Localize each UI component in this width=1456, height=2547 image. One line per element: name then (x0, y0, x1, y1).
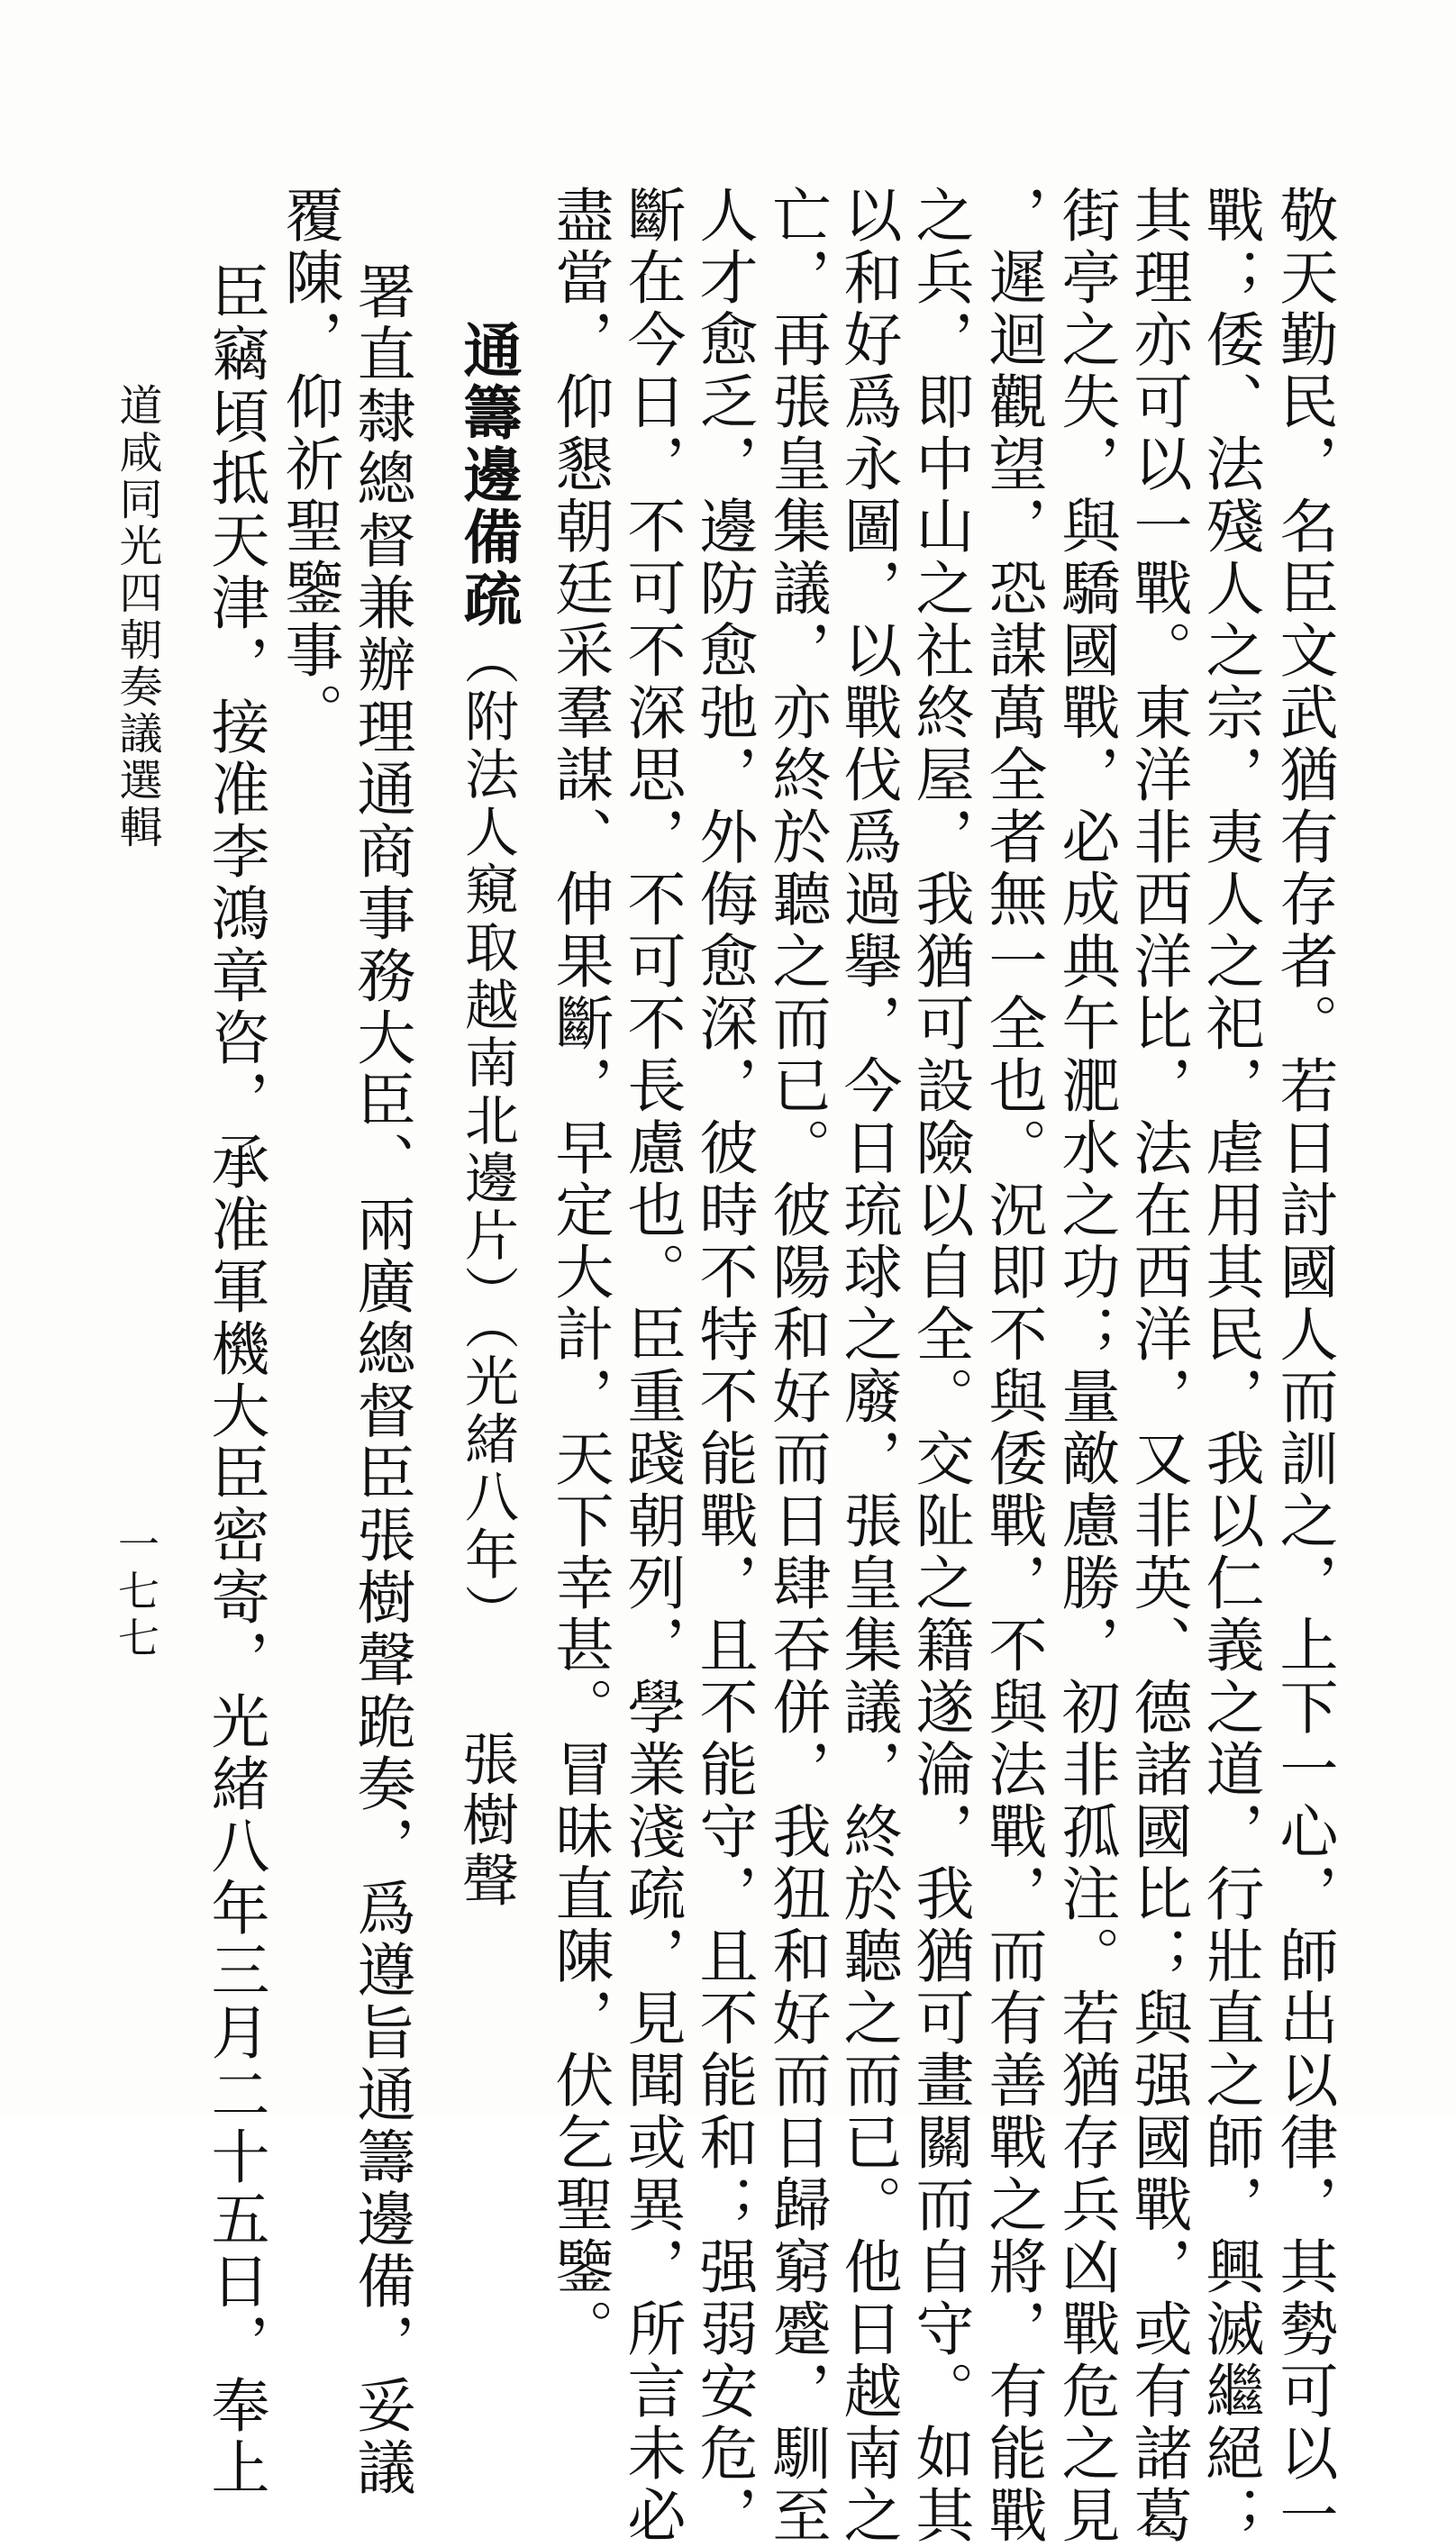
running-title: 道咸同光四朝奏議選輯 (112, 383, 162, 851)
body-column-10: 斷在今日，不可不深思，不可不長慮也。臣重踐朝列，學業淺疏，見聞或異，所言未必 (617, 185, 685, 2547)
memorial-title: 通籌邊備疏 (453, 320, 522, 631)
body-column-5: ，遲迴觀望，恐謀萬全者無一全也。況即不與倭戰，不與法戰，而有善戰之將，有能戰 (978, 185, 1046, 2547)
page-number: 一七七 (112, 1523, 160, 1663)
body-column-11: 盡當，仰懇朝廷采羣謀、伸果斷，早定大計，天下幸甚。冒昧直陳，伏乞聖鑒。 (545, 185, 613, 2361)
memorial-column-1: 署直隸總督兼辦理通商事務大臣、兩廣總督臣張樹聲跪奏，爲遵旨通籌邊備，妥議 (347, 261, 414, 2499)
body-column-8: 亡，再張皇集議，亦終於聽之而已。彼陽和好而日肆吞併，我狃和好而日歸窮蹙，馴至 (762, 185, 830, 2547)
body-column-9: 人才愈乏，邊防愈弛，外侮愈深，彼時不特不能戰，且不能守，且不能和；强弱安危， (689, 185, 757, 2547)
body-column-7: 以和好爲永圖，以戰伐爲過擧，今日琉球之廢，張皇集議，終於聽之而已。他日越南之 (833, 185, 901, 2547)
body-column-1: 敬天勤民，名臣文武猶有存者。若日討國人而訓之，上下一心，師出以律，其勢可以一 (1269, 185, 1337, 2547)
memorial-note-attachment: （附法人窺取越南北邊片） (456, 631, 519, 1323)
memorial-column-3: 臣竊頃抵天津，接准李鴻章咨，承准軍機大臣密寄，光緒八年三月二十五日，奉上 (201, 261, 268, 2499)
memorial-note-date: （光緒八年） (456, 1323, 519, 1642)
body-column-2: 戰；倭、法殘人之宗，夷人之祀，虐用其民，我以仁義之道，行壯直之師，興滅繼絕； (1196, 185, 1263, 2547)
memorial-author: 張樹聲 (453, 1730, 519, 1911)
memorial-column-2: 覆陳，仰祈聖鑒事。 (275, 185, 342, 744)
body-column-4: 街亭之失，與驕國戰，必成典午淝水之功；量敵慮勝，初非孤注。若猶存兵凶戰危之見 (1051, 185, 1119, 2547)
memorial-heading (453, 320, 522, 1642)
body-column-6: 之兵，即中山之社終屋，我猶可設險以自全。交阯之籍遂淪，我猶可畫關而自守。如其 (905, 185, 973, 2547)
body-column-3: 其理亦可以一戰。東洋非西洋比，法在西洋，又非英、德諸國比；與强國戰，或有諸葛 (1124, 185, 1191, 2547)
